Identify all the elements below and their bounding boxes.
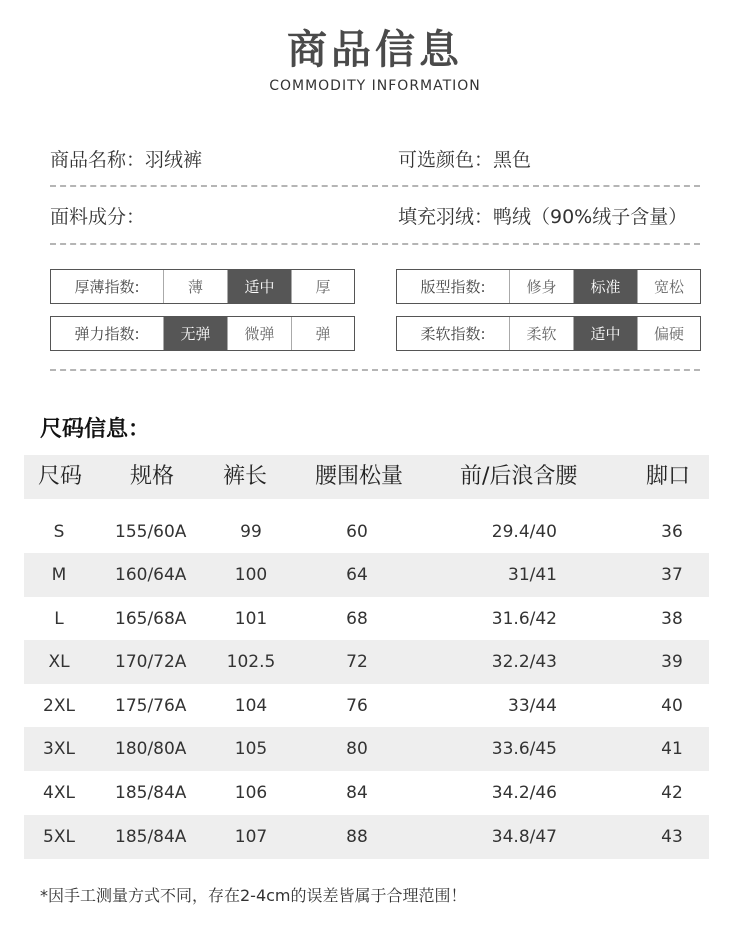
softness-option: 柔软 [509,317,573,350]
header-size: 尺码 [38,464,83,489]
fit-option: 宽松 [637,270,700,303]
cell-waist: 60 [346,522,368,542]
cell-size: 2XL [43,696,75,716]
cell-rise: 32.2/43 [491,652,557,672]
thickness-option: 厚 [291,270,354,303]
cell-size: XL [48,652,70,672]
elasticity-option: 微弹 [227,317,291,350]
header-spec: 规格 [130,464,175,489]
cell-hem: 40 [661,696,683,716]
cell-waist: 88 [346,827,368,847]
product-name: 商品名称：羽绒裤 [50,149,203,171]
cell-spec: 175/76A [115,696,187,716]
cell-size: 4XL [43,783,75,803]
cell-length: 101 [234,609,268,629]
softness-option: 偏硬 [637,317,700,350]
cell-hem: 42 [661,783,683,803]
table-row [24,510,709,554]
cell-spec: 160/64A [115,565,187,585]
header-length: 裤长 [223,464,268,489]
cell-hem: 39 [661,652,683,672]
cell-rise: 34.2/46 [491,783,557,803]
softness-option-selected: 适中 [573,317,637,350]
cell-spec: 180/80A [115,739,187,759]
cell-waist: 72 [346,652,368,672]
cell-length: 99 [240,522,262,542]
table-row [24,640,709,684]
thickness-option-selected: 适中 [227,270,291,303]
cell-hem: 37 [661,565,683,585]
cell-size: 3XL [43,739,75,759]
cell-spec: 155/60A [115,522,187,542]
cell-size: L [54,609,64,629]
cell-spec: 185/84A [115,827,187,847]
elasticity-index [50,316,355,351]
header-waist: 腰围松量 [315,464,404,489]
cell-hem: 38 [661,609,683,629]
cell-waist: 80 [346,739,368,759]
elasticity-option-selected: 无弹 [163,317,227,350]
down-filling: 填充羽绒：鸭绒（90%绒子含量） [398,206,688,228]
cell-length: 104 [234,696,268,716]
size-info-heading: 尺码信息： [40,417,151,442]
fabric-composition: 面料成分： [50,206,146,228]
measurement-footnote: *因手工测量方式不同，存在2-4cm的误差皆属于合理范围！ [40,886,467,905]
page-title: 商品信息 [287,27,463,73]
softness-index [396,316,701,351]
softness-index-label: 柔软指数: [420,325,486,343]
fit-option-selected: 标准 [573,270,637,303]
thickness-option: 薄 [163,270,227,303]
page-subtitle: COMMODITY INFORMATION [269,78,481,94]
cell-size: S [53,522,65,542]
fit-index-label: 版型指数: [420,278,486,296]
cell-waist: 84 [346,783,368,803]
cell-spec: 165/68A [115,609,187,629]
divider [50,185,700,187]
thickness-index [50,269,355,304]
table-row [24,684,709,728]
cell-waist: 64 [346,565,368,585]
cell-rise: 29.4/40 [491,522,557,542]
cell-waist: 76 [346,696,368,716]
cell-length: 102.5 [226,652,276,672]
cell-waist: 68 [346,609,368,629]
cell-rise: 34.8/47 [491,827,557,847]
cell-length: 107 [234,827,268,847]
thickness-index-label: 厚薄指数: [74,278,140,296]
table-row [24,771,709,815]
cell-hem: 41 [661,739,683,759]
cell-rise: 33/44 [508,696,557,716]
cell-hem: 36 [661,522,683,542]
cell-rise: 33.6/45 [491,739,557,759]
cell-rise: 31.6/42 [491,609,557,629]
table-row [24,815,709,859]
cell-size: 5XL [43,827,75,847]
divider [50,369,700,371]
elasticity-option: 弹 [291,317,354,350]
cell-length: 100 [234,565,268,585]
cell-size: M [51,565,67,585]
cell-length: 105 [234,739,268,759]
cell-length: 106 [234,783,268,803]
table-row [24,727,709,771]
cell-hem: 43 [661,827,683,847]
fit-index [396,269,701,304]
divider [50,243,700,245]
size-table-header [24,455,709,499]
header-rise: 前/后浪含腰 [460,464,578,489]
elasticity-index-label: 弹力指数: [74,325,140,343]
table-row [24,553,709,597]
cell-rise: 31/41 [508,565,557,585]
cell-spec: 170/72A [115,652,187,672]
header-hem: 脚口 [646,464,691,489]
fit-option: 修身 [509,270,573,303]
product-color: 可选颜色：黑色 [398,149,532,171]
table-row [24,597,709,641]
cell-spec: 185/84A [115,783,187,803]
